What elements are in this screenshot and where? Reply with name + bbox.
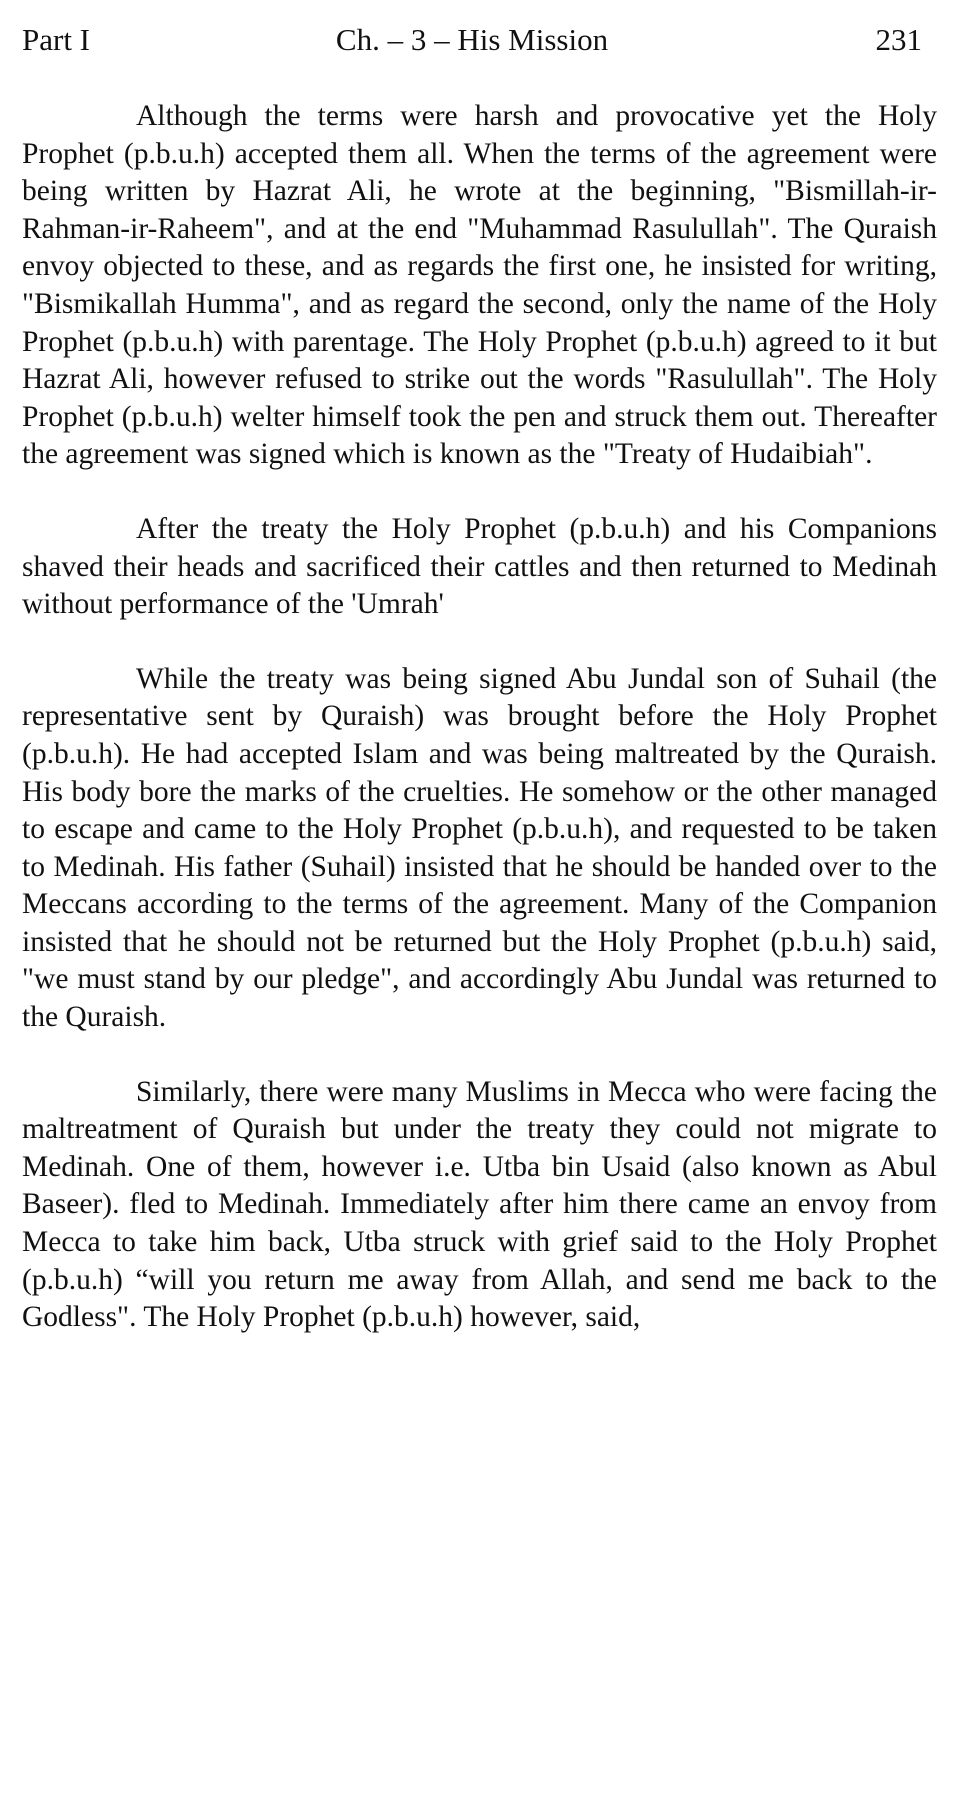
running-header <box>22 18 922 62</box>
page-body <box>22 98 937 1374</box>
paragraph: Similarly, there were many Muslims in Mecca who were facing the maltreatment of Quraish but under the treaty they could not migrate to Medinah. One of them, however i.e. Utba bin Usaid (also known as Abul Baseer). fled to Medinah. Immediately after him there came an envoy from Mecca to take him back, Utba struck with grief said to the Holy Prophet (p.b.u.h) “will you return me away from Allah, and send me back to the Godless". The Holy Prophet (p.b.u.h) however, said, <box>22 1075 937 1334</box>
paragraph: After the treaty the Holy Prophet (p.b.u.h) and his Companions shaved their heads and sacrificed their cattles and then returned to Medinah without performance of the 'Umrah' <box>22 512 937 621</box>
part-label: Part I <box>22 22 91 57</box>
page-number: 231 <box>875 22 922 57</box>
chapter-title: Ch. – 3 – His Mission <box>335 22 609 57</box>
paragraph: While the treaty was being signed Abu Jundal son of Suhail (the representative sent by Quraish) was brought before the Holy Prophet (p.b.u.h). He had accepted Islam and was being maltreated by the Quraish. His body bore the marks of the cruelties. He somehow or the other managed to escape and came to the Holy Prophet (p.b.u.h), and requested to be taken to Medinah. His father (Suhail) insisted that he should be handed over to the Meccans according to the terms of the agreement. Many of the Companion insisted that he should not be returned but the Holy Prophet (p.b.u.h) said, "we must stand by our pledge", and accordingly Abu Jundal was returned to the Quraish. <box>22 662 937 1034</box>
paragraph: Although the terms were harsh and provocative yet the Holy Prophet (p.b.u.h) accepted them all. When the terms of the agreement were being written by Hazrat Ali, he wrote at the beginning, "Bismillah-ir-Rahman-ir-Raheem", and at the end "Muhammad Rasulullah". The Quraish envoy objected to these, and as regards the first one, he insisted for writing, "Bismikallah Humma", and as regard the second, only the name of the Holy Prophet (p.b.u.h) with parentage. The Holy Prophet (p.b.u.h) agreed to it but Hazrat Ali, however refused to strike out the words "Rasulullah". The Holy Prophet (p.b.u.h) welter himself took the pen and struck them out. Thereafter the agreement was signed which is known as the "Treaty of Hudaibiah". <box>22 100 937 471</box>
